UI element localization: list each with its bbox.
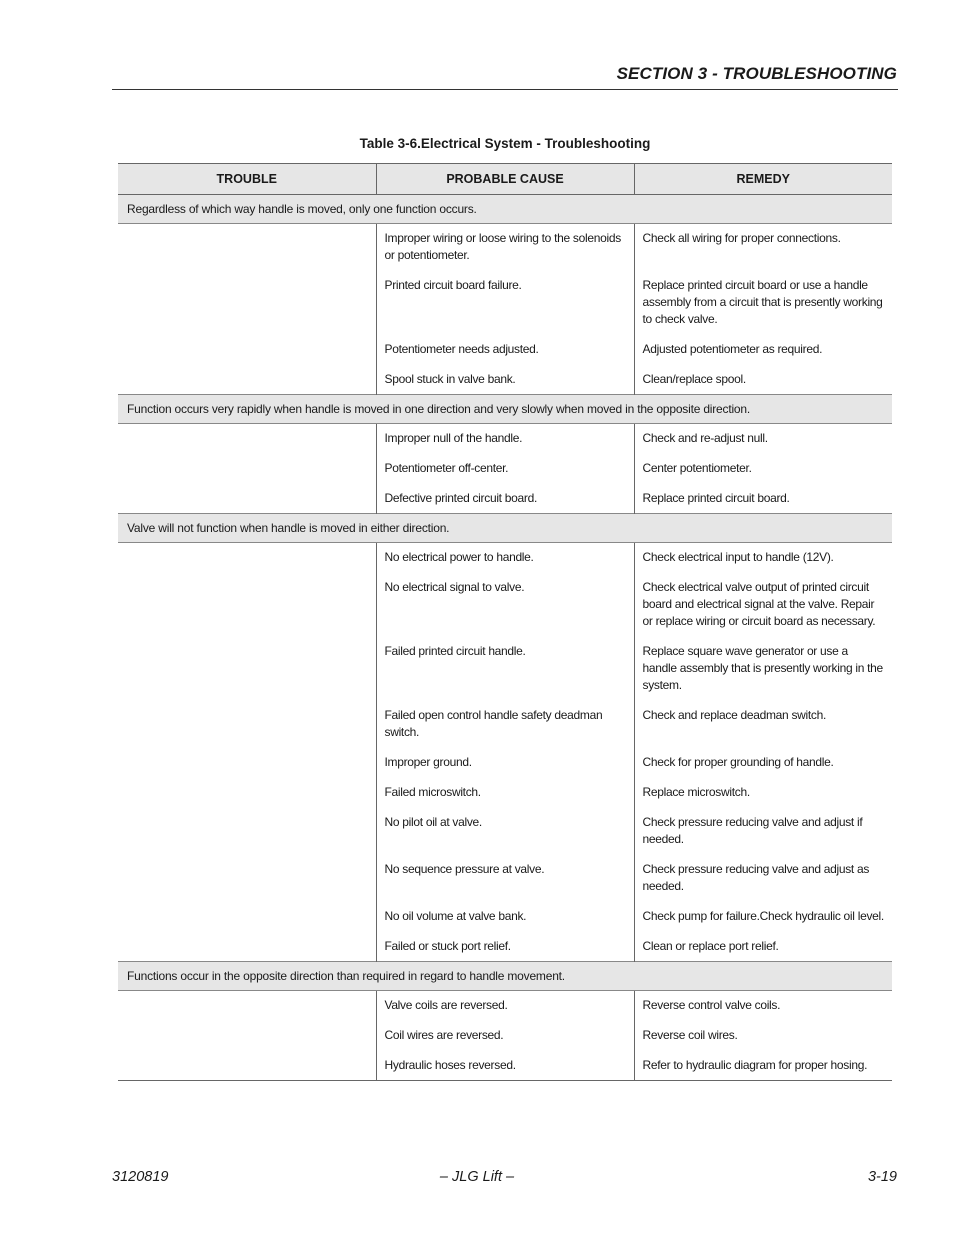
- table-row: [118, 749, 892, 779]
- trouble-cell: [118, 543, 376, 575]
- remedy-text: Adjusted potentiometer as required.: [642, 342, 823, 356]
- trouble-cell: [118, 856, 376, 903]
- trouble-cell: [118, 779, 376, 809]
- trouble-description: Function occurs very rapidly when handle is moved in one direction and very slowly when moved in the opposite direction.: [118, 395, 892, 424]
- remedy-text: Check pump for failure.Check hydraulic oil level.: [642, 909, 884, 923]
- table-body: [118, 195, 892, 1082]
- trouble-cell: [118, 1022, 376, 1052]
- remedy-cell: [634, 809, 892, 856]
- trouble-cell: [118, 638, 376, 702]
- remedy-text: Check pressure reducing valve and adjust if needed.: [642, 815, 863, 846]
- remedy-text: Check for proper grounding of handle.: [642, 755, 834, 769]
- probable-cause-text: Printed circuit board failure.: [384, 278, 522, 292]
- trouble-cell: [118, 224, 376, 273]
- probable-cause-text: Defective printed circuit board.: [384, 491, 537, 505]
- remedy-cell: [634, 933, 892, 962]
- remedy-text: Check pressure reducing valve and adjust as needed.: [642, 862, 870, 893]
- probable-cause-cell: [376, 485, 634, 514]
- probable-cause-text: No electrical signal to valve.: [384, 580, 525, 594]
- probable-cause-text: Potentiometer needs adjusted.: [384, 342, 539, 356]
- remedy-cell: [634, 272, 892, 336]
- trouble-cell: [118, 809, 376, 856]
- table-row: [118, 779, 892, 809]
- remedy-cell: [634, 574, 892, 638]
- probable-cause-cell: [376, 336, 634, 366]
- trouble-cell: [118, 455, 376, 485]
- remedy-text: Replace microswitch.: [642, 785, 750, 799]
- trouble-cell: [118, 1052, 376, 1081]
- trouble-cell: [118, 991, 376, 1023]
- table-row: [118, 1052, 892, 1081]
- probable-cause-text: Hydraulic hoses reversed.: [384, 1058, 516, 1072]
- trouble-group-row: [118, 395, 892, 424]
- probable-cause-cell: [376, 543, 634, 575]
- probable-cause-text: Failed microswitch.: [384, 785, 481, 799]
- table-row: [118, 366, 892, 395]
- probable-cause-cell: [376, 424, 634, 456]
- trouble-description: Valve will not function when handle is moved in either direction.: [118, 514, 892, 543]
- probable-cause-cell: [376, 272, 634, 336]
- trouble-cell: [118, 702, 376, 749]
- section-title: SECTION 3 - TROUBLESHOOTING: [616, 64, 897, 83]
- probable-cause-text: No electrical power to handle.: [384, 550, 534, 564]
- table-row: [118, 702, 892, 749]
- table-row: [118, 485, 892, 514]
- remedy-cell: [634, 779, 892, 809]
- probable-cause-cell: [376, 366, 634, 395]
- column-header-remedy: REMEDY: [634, 164, 892, 195]
- remedy-text: Clean/replace spool.: [642, 372, 746, 386]
- probable-cause-text: Potentiometer off-center.: [384, 461, 509, 475]
- remedy-text: Reverse coil wires.: [642, 1028, 738, 1042]
- trouble-description: Functions occur in the opposite direction than required in regard to handle movement.: [118, 962, 892, 991]
- probable-cause-cell: [376, 749, 634, 779]
- trouble-cell: [118, 574, 376, 638]
- table-header-row: [118, 164, 892, 195]
- probable-cause-text: Valve coils are reversed.: [384, 998, 508, 1012]
- probable-cause-cell: [376, 638, 634, 702]
- table-row: [118, 424, 892, 456]
- table-row: [118, 856, 892, 903]
- document-number: 3120819: [112, 1169, 169, 1185]
- trouble-cell: [118, 366, 376, 395]
- table-bottom-rule: [118, 1081, 892, 1082]
- remedy-cell: [634, 485, 892, 514]
- troubleshooting-table: [118, 163, 892, 1081]
- footer-brand: – JLG Lift –: [439, 1169, 515, 1185]
- probable-cause-text: Failed open control handle safety deadman switch.: [384, 708, 603, 739]
- remedy-cell: [634, 702, 892, 749]
- page-number: 3-19: [867, 1169, 897, 1185]
- remedy-text: Check and re-adjust null.: [642, 431, 768, 445]
- probable-cause-text: No pilot oil at valve.: [384, 815, 482, 829]
- table-row: [118, 933, 892, 962]
- trouble-group-row: [118, 962, 892, 991]
- remedy-text: Replace square wave generator or use a handle assembly that is presently working in the system.: [642, 644, 883, 692]
- remedy-cell: [634, 856, 892, 903]
- probable-cause-cell: [376, 1022, 634, 1052]
- remedy-text: Replace printed circuit board or use a handle assembly from a circuit that is presently working to check valve.: [642, 278, 883, 326]
- remedy-text: Check and replace deadman switch.: [642, 708, 827, 722]
- probable-cause-text: Failed or stuck port relief.: [384, 939, 511, 953]
- remedy-text: Center potentiometer.: [642, 461, 752, 475]
- remedy-cell: [634, 903, 892, 933]
- remedy-text: Reverse control valve coils.: [642, 998, 781, 1012]
- remedy-cell: [634, 224, 892, 273]
- table-row: [118, 336, 892, 366]
- column-header-trouble: TROUBLE: [118, 164, 376, 195]
- remedy-text: Replace printed circuit board.: [642, 491, 790, 505]
- probable-cause-text: No oil volume at valve bank.: [384, 909, 527, 923]
- trouble-description: Regardless of which way handle is moved, only one function occurs.: [118, 195, 892, 224]
- table-row: [118, 991, 892, 1023]
- trouble-cell: [118, 903, 376, 933]
- remedy-cell: [634, 1022, 892, 1052]
- table-row: [118, 574, 892, 638]
- remedy-text: Check all wiring for proper connections.: [642, 231, 841, 245]
- remedy-cell: [634, 366, 892, 395]
- probable-cause-cell: [376, 809, 634, 856]
- table-row: [118, 224, 892, 273]
- trouble-cell: [118, 272, 376, 336]
- trouble-group-row: [118, 195, 892, 224]
- remedy-cell: [634, 336, 892, 366]
- probable-cause-cell: [376, 702, 634, 749]
- remedy-cell: [634, 638, 892, 702]
- probable-cause-cell: [376, 856, 634, 903]
- remedy-text: Refer to hydraulic diagram for proper hosing.: [642, 1058, 868, 1072]
- column-header-probable-cause: PROBABLE CAUSE: [376, 164, 634, 195]
- probable-cause-text: Improper wiring or loose wiring to the solenoids or potentiometer.: [384, 231, 621, 262]
- table-row: [118, 903, 892, 933]
- table-row: [118, 809, 892, 856]
- remedy-cell: [634, 991, 892, 1023]
- trouble-cell: [118, 933, 376, 962]
- table-bottom-rule-cell: [118, 1081, 892, 1082]
- remedy-text: Check electrical valve output of printed circuit board and electrical signal at the valve. Repair or replace wiring or circuit board as necessary.: [642, 580, 876, 628]
- remedy-cell: [634, 455, 892, 485]
- probable-cause-cell: [376, 933, 634, 962]
- trouble-cell: [118, 749, 376, 779]
- table-row: [118, 543, 892, 575]
- probable-cause-text: Failed printed circuit handle.: [384, 644, 526, 658]
- probable-cause-text: Improper null of the handle.: [384, 431, 523, 445]
- probable-cause-cell: [376, 574, 634, 638]
- trouble-cell: [118, 485, 376, 514]
- table-title: Table 3-6.Electrical System - Troubleshooting: [359, 136, 651, 151]
- header-divider: [112, 89, 898, 90]
- table-row: [118, 1022, 892, 1052]
- remedy-cell: [634, 749, 892, 779]
- probable-cause-cell: [376, 903, 634, 933]
- probable-cause-cell: [376, 224, 634, 273]
- probable-cause-text: Spool stuck in valve bank.: [384, 372, 516, 386]
- table-row: [118, 638, 892, 702]
- probable-cause-cell: [376, 455, 634, 485]
- probable-cause-text: Improper ground.: [384, 755, 472, 769]
- remedy-cell: [634, 424, 892, 456]
- probable-cause-cell: [376, 991, 634, 1023]
- table-row: [118, 455, 892, 485]
- trouble-group-row: [118, 514, 892, 543]
- table-row: [118, 272, 892, 336]
- remedy-text: Check electrical input to handle (12V).: [642, 550, 834, 564]
- probable-cause-cell: [376, 779, 634, 809]
- probable-cause-text: Coil wires are reversed.: [384, 1028, 504, 1042]
- remedy-cell: [634, 1052, 892, 1081]
- probable-cause-cell: [376, 1052, 634, 1081]
- remedy-cell: [634, 543, 892, 575]
- remedy-text: Clean or replace port relief.: [642, 939, 779, 953]
- trouble-cell: [118, 336, 376, 366]
- trouble-cell: [118, 424, 376, 456]
- probable-cause-text: No sequence pressure at valve.: [384, 862, 545, 876]
